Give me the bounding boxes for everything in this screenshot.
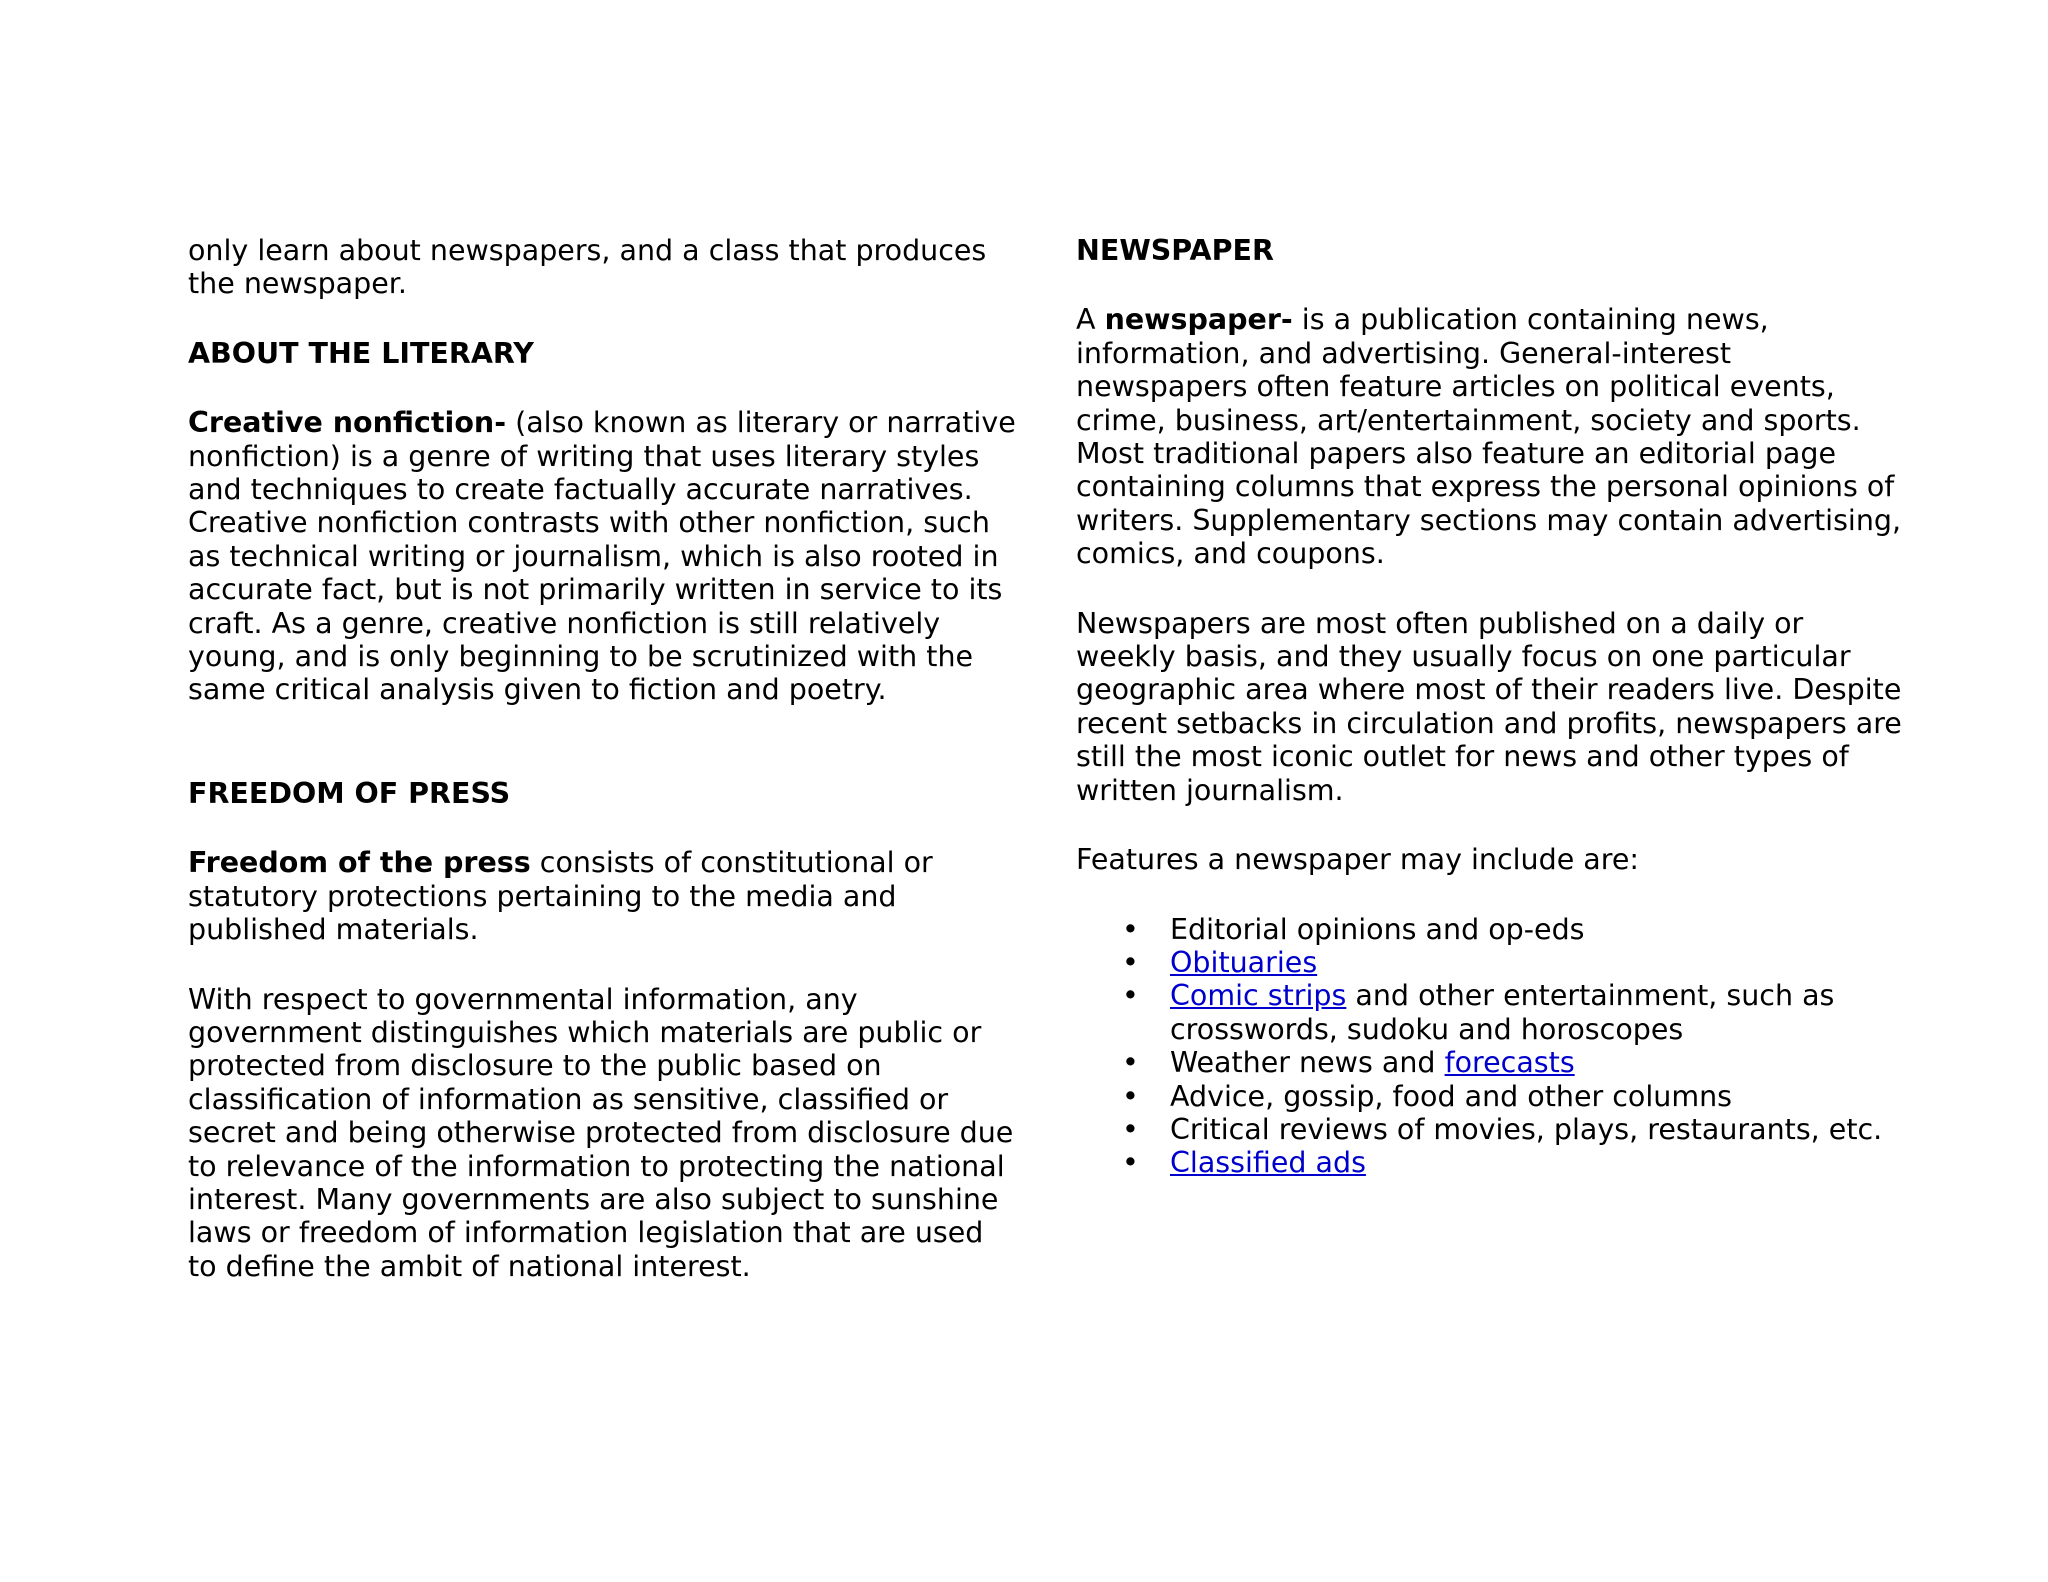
obituaries-link[interactable]: Obituaries <box>1170 945 1318 979</box>
features-list <box>1076 913 1906 1180</box>
governmental-info-paragraph: With respect to governmental information, any government distinguishes which materials are public or protected from disclosure to the public based on classification of information as sensitive, classified or secret and being otherwise protected from disclosure due to relevance of the information to protecting the national interest. Many governments are also subject to sunshine laws or freedom of information legislation that are used to define the ambit of national interest. <box>188 982 1014 1283</box>
left-column <box>188 234 1018 1319</box>
freedom-press-paragraph <box>188 846 1018 946</box>
feature-reviews: Critical reviews of movies, plays, restaurants, etc. <box>1170 1112 1883 1146</box>
definition-text: is a publication containing news, information, and advertising. General-interest newspapers often feature articles on political events, crime, business, art/entertainment, society and sports. Most traditional papers also feature an editorial page containing columns that express the personal opinions of writers. Supplementary sections may contain advertising, comics, and coupons. <box>1076 303 1902 571</box>
forecasts-link[interactable]: forecasts <box>1444 1046 1575 1080</box>
list-item <box>1076 913 1906 946</box>
list-item <box>1076 1146 1906 1179</box>
list-item <box>1076 1113 1906 1146</box>
freedom-press-term: Freedom of the press <box>188 846 531 880</box>
literary-heading: ABOUT THE LITERARY <box>188 336 534 370</box>
list-item <box>1076 979 1906 1046</box>
definition-prefix: A <box>1076 303 1105 337</box>
feature-entertainment-text: and other entertainment, such as crosswords, sudoku and horoscopes <box>1170 979 1835 1046</box>
creative-nonfiction-text: (also known as literary or narrative nonfiction) is a genre of writing that uses literary styles and techniques to create factually accurate narratives. Creative nonfiction contrasts with other nonfiction, such as technical writing or journalism, which is also rooted in accurate fact, but is not primarily written in service to its craft. As a genre, creative nonfiction is still relatively young, and is only beginning to be scrutinized with the same critical analysis given to fiction and poetry. <box>188 406 1016 707</box>
newspaper-publishing-paragraph: Newspapers are most often published on a daily or weekly basis, and they usually focus on one particular geographic area where most of their readers live. Despite recent setbacks in circulation and profits, newspapers are still the most iconic outlet for news and other types of written journalism. <box>1076 606 1902 807</box>
list-item <box>1076 1080 1906 1113</box>
creative-nonfiction-term: Creative nonfiction- <box>188 406 507 440</box>
feature-weather-text: Weather news and <box>1170 1046 1445 1080</box>
list-item <box>1076 946 1906 979</box>
intro-continuation: only learn about newspapers, and a class that produces the newspaper. <box>188 234 987 301</box>
classified-ads-link[interactable]: Classified ads <box>1170 1146 1366 1180</box>
comic-strips-link[interactable]: Comic strips <box>1170 979 1347 1013</box>
newspaper-heading: NEWSPAPER <box>1076 234 1274 267</box>
features-intro: Features a newspaper may include are: <box>1076 843 1640 877</box>
feature-advice: Advice, gossip, food and other columns <box>1170 1079 1733 1113</box>
press-heading: FREEDOM OF PRESS <box>188 776 511 810</box>
feature-editorial: Editorial opinions and op-eds <box>1170 912 1585 946</box>
creative-nonfiction-paragraph <box>188 406 1018 707</box>
right-column <box>1076 234 1906 1180</box>
newspaper-definition-paragraph <box>1076 303 1906 570</box>
freedom-press-text: consists of constitutional or statutory protections pertaining to the media and published materials. <box>188 846 933 947</box>
newspaper-term: newspaper- <box>1104 303 1293 337</box>
list-item <box>1076 1046 1906 1079</box>
